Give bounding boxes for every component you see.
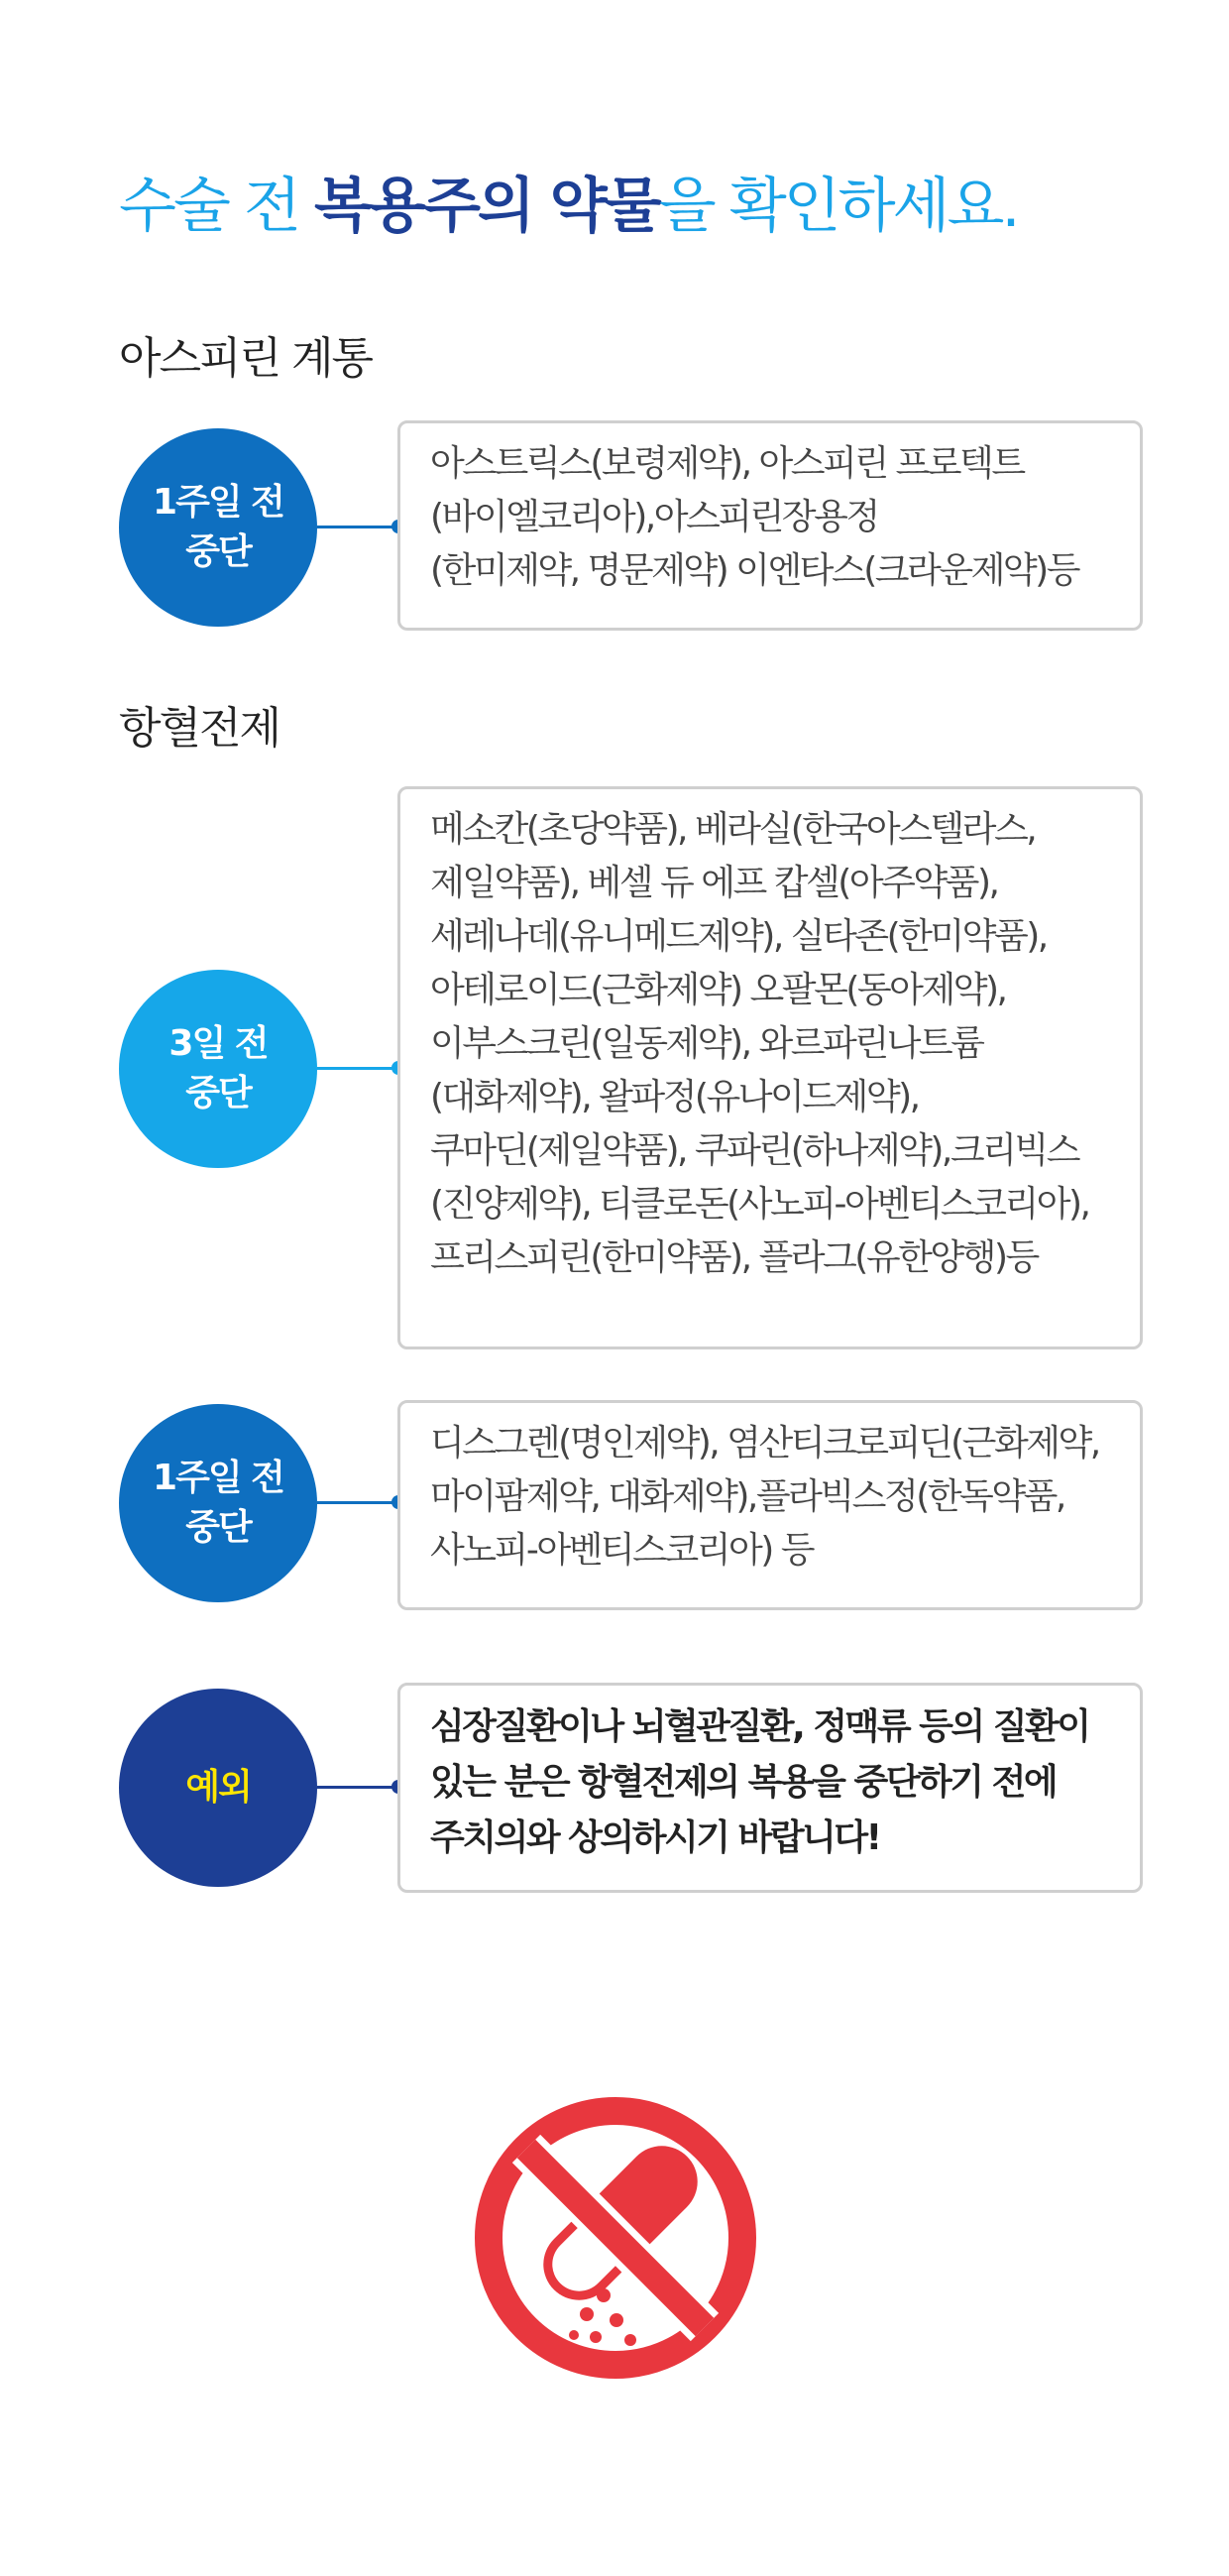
drug-list-line: 메소칸(초당약품), 베라실(한국아스텔라스, [430, 809, 1036, 850]
connector-line [317, 1501, 398, 1504]
drug-list-box [397, 1400, 1143, 1610]
drug-list-line: 아스트릭스(보령제약), 아스피린 프로텍트 [430, 443, 1024, 484]
drug-list-box [397, 786, 1143, 1349]
badge-line: 중단 [185, 531, 251, 572]
stop-badge-1week [119, 428, 317, 627]
exception-note-line: 심장질환이나 뇌혈관질환, 정맥류 등의 질환이 [430, 1706, 1089, 1747]
drug-list-line: (한미제약, 명문제약) 이엔타스(크라운제약)등 [430, 550, 1078, 591]
stop-badge-1week [119, 1404, 317, 1602]
drug-list-line: 세레나데(유니메드제약), 실타존(한미약품), [430, 916, 1047, 957]
title-part-3: 을 확인하세요. [658, 172, 1018, 241]
connector-line [317, 1786, 398, 1789]
badge-line: 1주일 전 [153, 1458, 283, 1498]
stop-badge-3days [119, 970, 317, 1168]
section-heading-aspirin: 아스피린 계통 [119, 333, 373, 384]
drug-list-line: 제일약품), 베셀 듀 에프 캅셀(아주약품), [430, 863, 998, 903]
drug-list-line: 디스그렌(명인제약), 염산티크로피딘(근화제약, [430, 1423, 1099, 1464]
drug-list-line: 프리스피린(한미약품), 플라그(유한양행)등 [430, 1237, 1038, 1278]
badge-line: 중단 [185, 1507, 251, 1548]
drug-list-line: 쿠마딘(제일약품), 쿠파린(하나제약),크리빅스 [430, 1130, 1078, 1171]
title-part-1: 수술 전 [119, 172, 315, 241]
section-heading-antithrombotic: 항혈전제 [119, 703, 280, 754]
connector-line [317, 526, 398, 528]
drug-list-line: 이부스크린(일동제약), 와르파린나트륨 [430, 1023, 983, 1064]
drug-list-line: 아테로이드(근화제약) 오팔몬(동아제약), [430, 970, 1006, 1010]
no-medication-icon-svg [472, 2094, 759, 2382]
badge-line: 중단 [185, 1073, 251, 1113]
drug-list-line: (바이엘코리아),아스피린장용정 [430, 497, 878, 537]
drug-list-box [397, 420, 1143, 631]
exception-note-line: 있는 분은 항혈전제의 복용을 중단하기 전에 [430, 1762, 1057, 1803]
no-medication-icon [472, 2094, 759, 2382]
title-part-2: 복용주의 약물 [314, 172, 659, 241]
drug-list-line: (대화제약), 왈파정(유나이드제약), [430, 1077, 919, 1117]
badge-line: 3일 전 [168, 1023, 268, 1064]
page-title [119, 159, 1018, 244]
connector-line [317, 1067, 398, 1070]
drug-list-line: (진양제약), 티클로돈(사노피-아벤티스코리아), [430, 1184, 1089, 1225]
exception-note-line: 주치의와 상의하시기 바랍니다! [430, 1817, 880, 1858]
drug-list-line: 사노피-아벤티스코리아) 등 [430, 1530, 814, 1571]
badge-line: 예외 [185, 1767, 251, 1808]
drug-list-line: 마이팜제약, 대화제약),플라빅스정(한독약품, [430, 1476, 1064, 1517]
badge-line: 1주일 전 [153, 482, 283, 523]
exception-note-box [397, 1683, 1143, 1893]
exception-badge [119, 1689, 317, 1887]
